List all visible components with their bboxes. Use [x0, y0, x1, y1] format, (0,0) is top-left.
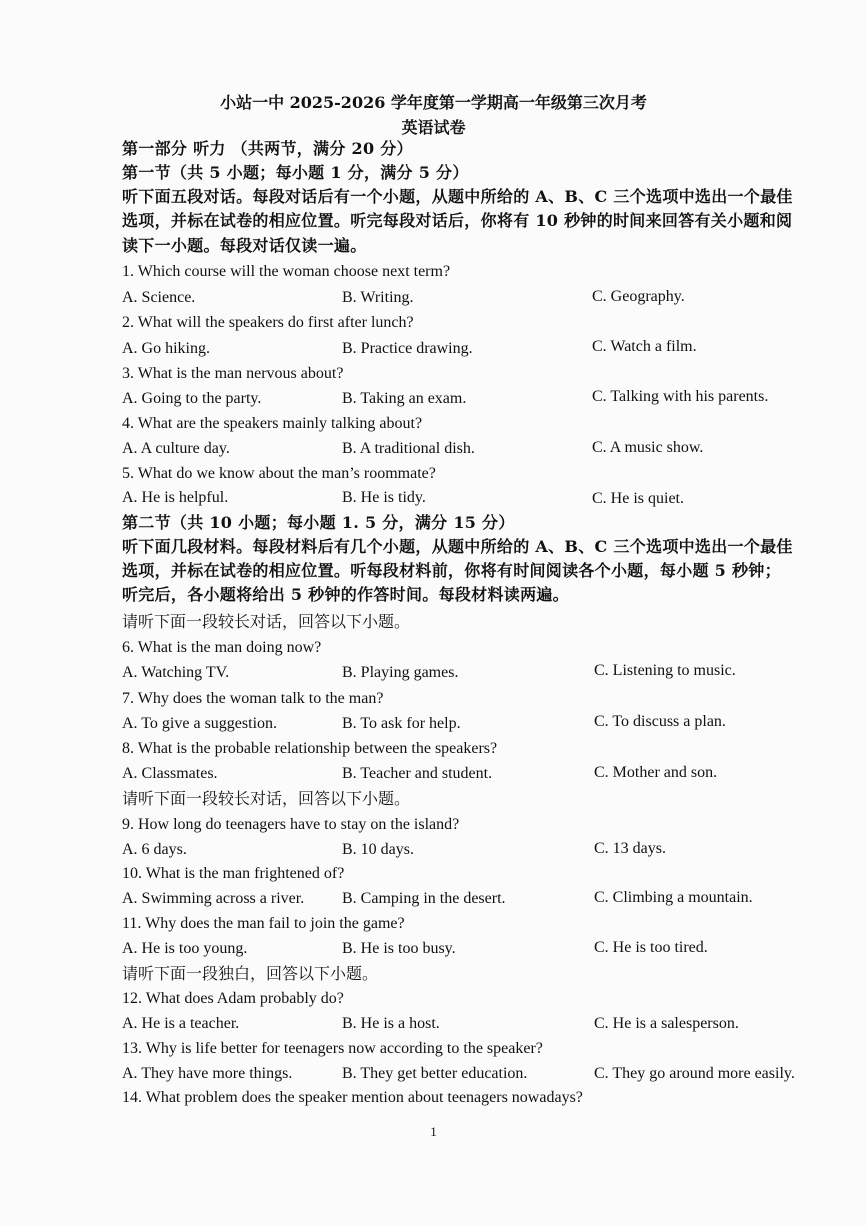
question-text: 10. What is the man frightened of?: [122, 865, 345, 882]
exam-title: 小站一中 2025-2026 学年度第一学期高一年级第三次月考: [220, 93, 647, 112]
question-text: 14. What problem does the speaker mention about teenagers nowadays?: [122, 1089, 583, 1106]
option-c: C. Watch a film.: [592, 338, 697, 355]
section1-instruction-line: 读下一小题。每段对话仅读一遍。: [122, 236, 367, 255]
option-c: C. He is quiet.: [592, 490, 684, 507]
question-text: 8. What is the probable relationship between the speakers?: [122, 740, 498, 757]
section1-instruction-line: 选项，并标在试卷的相应位置。听完每段对话后，你将有 10 秒钟的时间来回答有关小题和阅: [122, 211, 793, 230]
question-text: 11. Why does the man fail to join the game?: [122, 915, 405, 932]
section2-instruction-line: 听完后，各小题将给出 5 秒钟的作答时间。每段材料读两遍。: [122, 585, 569, 604]
question-text: 5. What do we know about the man’s roommate?: [122, 465, 436, 482]
option-a: A. Going to the party.: [122, 390, 262, 407]
question-text: 3. What is the man nervous about?: [122, 365, 344, 382]
question-text: 9. How long do teenagers have to stay on the island?: [122, 816, 460, 833]
option-b: B. Writing.: [342, 289, 414, 306]
option-a: A. He is helpful.: [122, 489, 229, 506]
option-a: A. Go hiking.: [122, 340, 210, 357]
option-a: A. Watching TV.: [122, 664, 230, 681]
option-a: A. A culture day.: [122, 440, 230, 457]
section1-heading: 第一节（共 5 小题；每小题 1 分，满分 5 分）: [122, 163, 469, 182]
option-a: A. Swimming across a river.: [122, 890, 305, 907]
question-text: 4. What are the speakers mainly talking about?: [122, 415, 423, 432]
question-text: 1. Which course will the woman choose next term?: [122, 263, 451, 280]
question-text: 2. What will the speakers do first after lunch?: [122, 314, 414, 331]
option-b: B. To ask for help.: [342, 715, 461, 732]
option-b: B. Teacher and student.: [342, 765, 493, 782]
section1-instruction-line: 听下面五段对话。每段对话后有一个小题，从题中所给的 A、B、C 三个选项中选出一个最佳: [122, 187, 793, 206]
option-c: C. 13 days.: [594, 840, 666, 857]
listening-prompt: 请听下面一段独白，回答以下小题。: [122, 964, 379, 983]
option-a: A. To give a suggestion.: [122, 715, 278, 732]
option-b: B. Playing games.: [342, 664, 459, 681]
listening-prompt: 请听下面一段较长对话，回答以下小题。: [122, 789, 411, 808]
option-c: C. A music show.: [592, 439, 704, 456]
section2-heading: 第二节（共 10 小题；每小题 1. 5 分，满分 15 分）: [122, 513, 515, 532]
option-c: C. Listening to music.: [594, 662, 736, 679]
option-c: C. Geography.: [592, 288, 685, 305]
option-c: C. Mother and son.: [594, 764, 718, 781]
option-b: B. He is too busy.: [342, 940, 456, 957]
option-c: C. He is too tired.: [594, 939, 708, 956]
option-a: A. Science.: [122, 289, 196, 306]
option-b: B. He is tidy.: [342, 489, 426, 506]
option-a: A. Classmates.: [122, 765, 218, 782]
section2-instruction-line: 选项，并标在试卷的相应位置。听每段材料前，你将有时间阅读各个小题，每小题 5 秒钟；: [122, 561, 781, 580]
option-c: C. Climbing a mountain.: [594, 889, 753, 906]
option-a: A. He is too young.: [122, 940, 248, 957]
option-a: A. They have more things.: [122, 1065, 293, 1082]
option-c: C. They go around more easily.: [594, 1065, 795, 1082]
section2-instruction-line: 听下面几段材料。每段材料后有几个小题，从题中所给的 A、B、C 三个选项中选出一个最佳: [122, 537, 793, 556]
question-text: 13. Why is life better for teenagers now according to the speaker?: [122, 1040, 543, 1057]
exam-subtitle: 英语试卷: [401, 118, 466, 137]
question-text: 12. What does Adam probably do?: [122, 990, 344, 1007]
page-number: 1: [430, 1124, 437, 1139]
option-b: B. He is a host.: [342, 1015, 440, 1032]
option-b: B. Taking an exam.: [342, 390, 467, 407]
option-c: C. To discuss a plan.: [594, 713, 726, 730]
option-b: B. Camping in the desert.: [342, 890, 506, 907]
option-c: C. He is a salesperson.: [594, 1015, 739, 1032]
part1-heading: 第一部分 听力 （共两节，满分 20 分）: [122, 139, 413, 158]
option-b: B. 10 days.: [342, 841, 414, 858]
question-text: 7. Why does the woman talk to the man?: [122, 690, 384, 707]
option-b: B. A traditional dish.: [342, 440, 475, 457]
option-a: A. He is a teacher.: [122, 1015, 240, 1032]
question-text: 6. What is the man doing now?: [122, 639, 322, 656]
option-c: C. Talking with his parents.: [592, 388, 769, 405]
option-b: B. They get better education.: [342, 1065, 528, 1082]
listening-prompt: 请听下面一段较长对话，回答以下小题。: [122, 612, 411, 631]
option-a: A. 6 days.: [122, 841, 187, 858]
option-b: B. Practice drawing.: [342, 340, 473, 357]
